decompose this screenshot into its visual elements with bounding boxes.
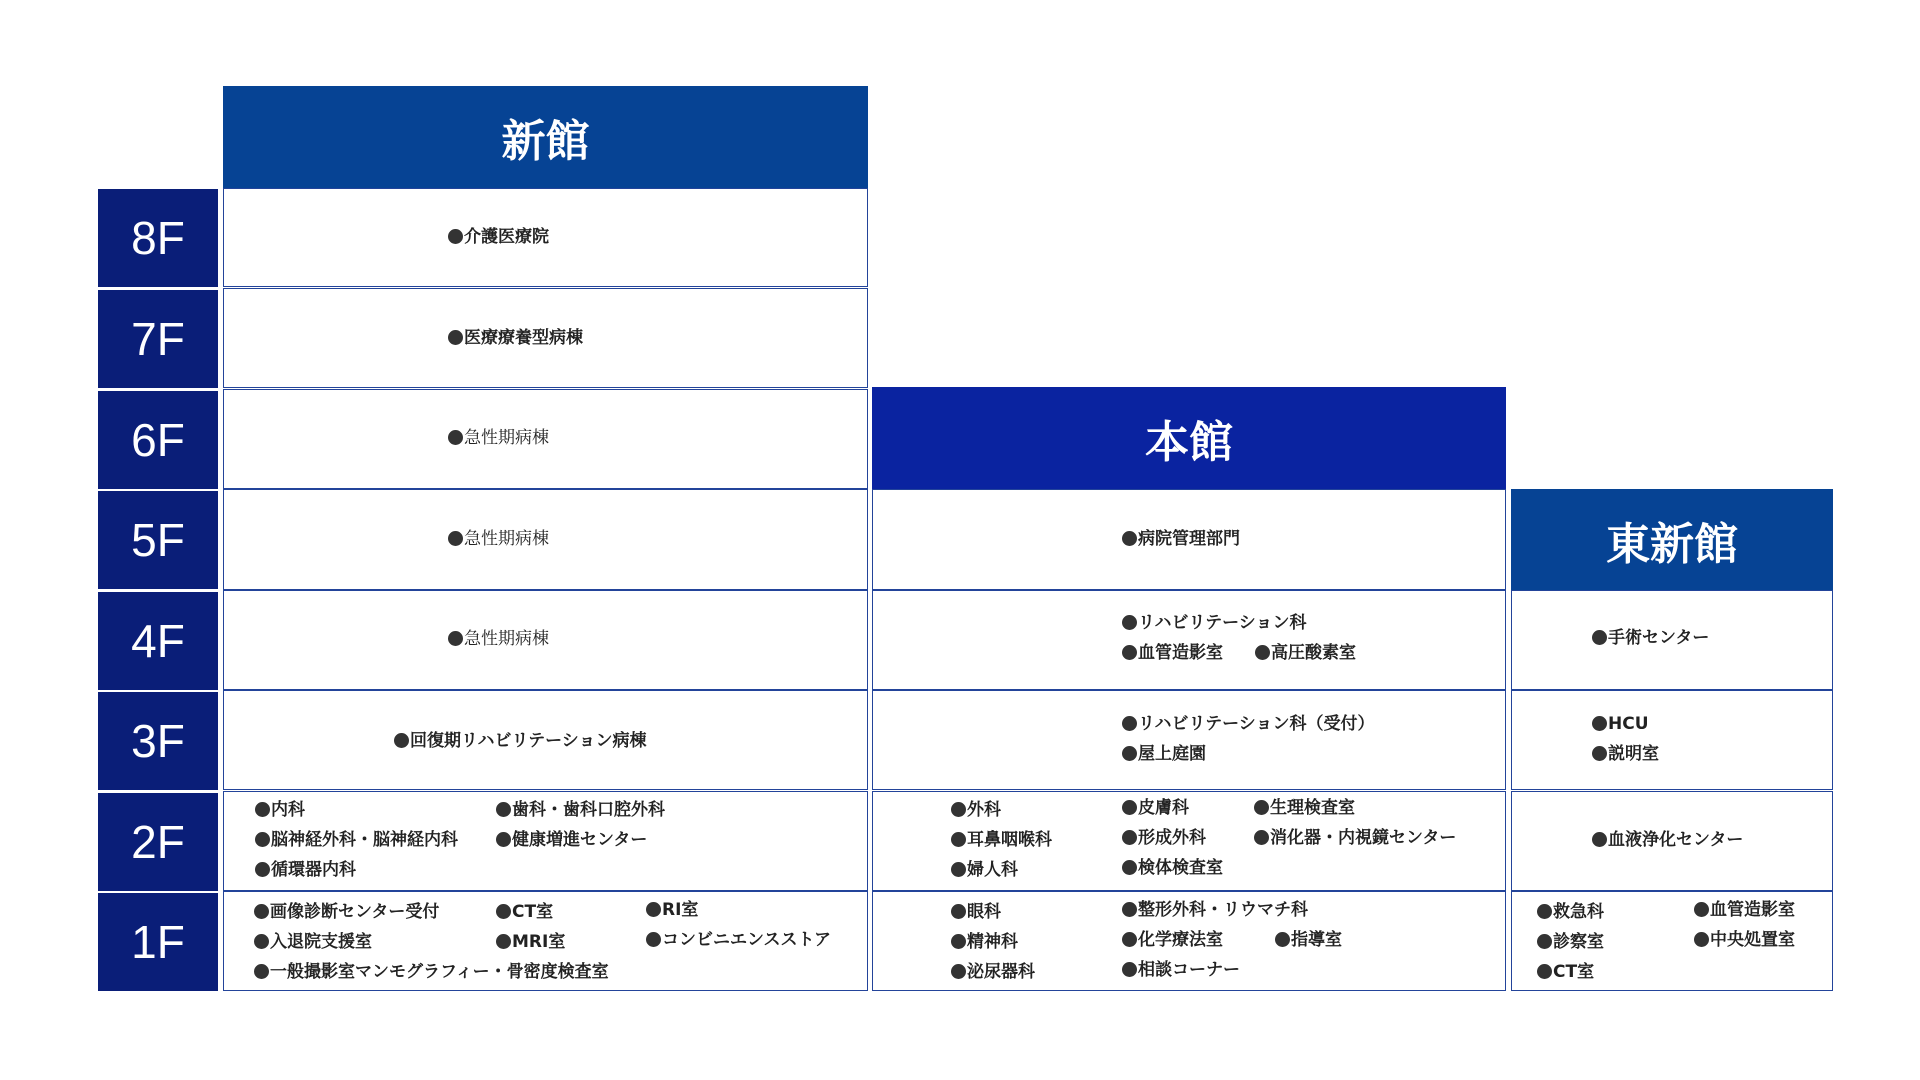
honkan-4F-cell	[872, 590, 1506, 690]
shinkan-header: 新館	[223, 86, 868, 188]
bullet-icon	[1122, 830, 1137, 845]
bullet-icon	[1255, 645, 1270, 660]
honkan-1F-item-7: 相談コーナー	[1122, 960, 1240, 980]
shinkan-1F-item-1: 画像診断センター受付	[254, 902, 439, 922]
shinkan-1F-item-7: 一般撮影室マンモグラフィー・骨密度検査室	[254, 962, 609, 982]
bullet-icon	[1122, 615, 1137, 630]
shinkan-2F-item-1: 内科	[255, 800, 305, 820]
bullet-icon	[254, 934, 269, 949]
shinkan-6F-item: 急性期病棟	[448, 428, 549, 448]
honkan-2F-item-3: 生理検査室	[1254, 798, 1355, 818]
honkan-2F-item-1: 外科	[951, 800, 1001, 820]
bullet-icon	[951, 934, 966, 949]
bullet-icon	[496, 934, 511, 949]
bullet-icon	[448, 631, 463, 646]
bullet-icon	[448, 531, 463, 546]
shinkan-1F-item-6: コンビニエンスストア	[646, 930, 831, 950]
bullet-icon	[1122, 645, 1137, 660]
bullet-icon	[951, 904, 966, 919]
honkan-1F-cell	[872, 891, 1506, 991]
higashi-4F-cell	[1511, 590, 1833, 690]
bullet-icon	[1592, 832, 1607, 847]
bullet-icon	[1275, 932, 1290, 947]
shinkan-1F-item-5: MRI室	[496, 932, 565, 952]
bullet-icon	[1592, 716, 1607, 731]
higashi-header: 東新館	[1511, 489, 1833, 590]
bullet-icon	[1592, 746, 1607, 761]
bullet-icon	[951, 862, 966, 877]
shinkan-2F-item-2: 歯科・歯科口腔外科	[496, 800, 665, 820]
shinkan-1F-item-2: CT室	[496, 902, 553, 922]
bullet-icon	[448, 430, 463, 445]
honkan-2F-cell	[872, 791, 1506, 891]
bullet-icon	[255, 802, 270, 817]
higashi-3F-item-2: 説明室	[1592, 744, 1659, 764]
bullet-icon	[1122, 962, 1137, 977]
floor-label-5F: 5F	[98, 491, 218, 589]
honkan-5F-cell	[872, 489, 1506, 590]
shinkan-4F-cell	[223, 590, 868, 690]
shinkan-6F-cell	[223, 389, 868, 489]
honkan-2F-item-6: 消化器・内視鏡センター	[1254, 828, 1456, 848]
bullet-icon	[1537, 934, 1552, 949]
higashi-4F-item: 手術センター	[1592, 628, 1709, 648]
bullet-icon	[1537, 964, 1552, 979]
bullet-icon	[1122, 746, 1137, 761]
floor-label-1F: 1F	[98, 893, 218, 991]
bullet-icon	[255, 832, 270, 847]
bullet-icon	[496, 832, 511, 847]
honkan-3F-item-2: 屋上庭園	[1122, 744, 1206, 764]
floor-label-7F: 7F	[98, 290, 218, 388]
honkan-2F-item-8: 検体検査室	[1122, 858, 1223, 878]
higashi-1F-item-1: 救急科	[1537, 902, 1604, 922]
bullet-icon	[1122, 531, 1137, 546]
shinkan-3F-cell	[223, 690, 868, 790]
honkan-2F-item-5: 形成外科	[1122, 828, 1206, 848]
bullet-icon	[496, 802, 511, 817]
shinkan-5F-item: 急性期病棟	[448, 529, 549, 549]
bullet-icon	[1694, 902, 1709, 917]
honkan-2F-item-2: 皮膚科	[1122, 798, 1189, 818]
honkan-3F-cell	[872, 690, 1506, 790]
honkan-1F-item-1: 眼科	[951, 902, 1001, 922]
shinkan-5F-cell	[223, 489, 868, 590]
honkan-2F-item-7: 婦人科	[951, 860, 1018, 880]
shinkan-7F-item: 医療療養型病棟	[448, 328, 583, 348]
honkan-1F-item-6: 泌尿器科	[951, 962, 1035, 982]
bullet-icon	[951, 802, 966, 817]
bullet-icon	[951, 964, 966, 979]
higashi-2F-cell	[1511, 791, 1833, 891]
shinkan-3F-item: 回復期リハビリテーション病棟	[394, 731, 646, 751]
shinkan-2F-item-5: 循環器内科	[255, 860, 356, 880]
bullet-icon	[1592, 630, 1607, 645]
bullet-icon	[255, 862, 270, 877]
floor-label-8F: 8F	[98, 189, 218, 287]
shinkan-7F-cell	[223, 288, 868, 388]
shinkan-1F-item-4: 入退院支援室	[254, 932, 372, 952]
bullet-icon	[951, 832, 966, 847]
bullet-icon	[1537, 904, 1552, 919]
honkan-1F-item-5: 指導室	[1275, 930, 1342, 950]
honkan-2F-item-4: 耳鼻咽喉科	[951, 830, 1052, 850]
bullet-icon	[394, 733, 409, 748]
bullet-icon	[1254, 830, 1269, 845]
bullet-icon	[496, 904, 511, 919]
bullet-icon	[1122, 902, 1137, 917]
higashi-2F-item: 血液浄化センター	[1592, 830, 1743, 850]
floor-label-6F: 6F	[98, 391, 218, 489]
bullet-icon	[1122, 716, 1137, 731]
shinkan-1F-item-3: RI室	[646, 900, 698, 920]
honkan-4F-item-2: 血管造影室	[1122, 643, 1223, 663]
higashi-1F-item-3: 診察室	[1537, 932, 1604, 952]
bullet-icon	[1122, 932, 1137, 947]
shinkan-1F-cell	[223, 891, 868, 991]
shinkan-2F-item-3: 脳神経外科・脳神経内科	[255, 830, 458, 850]
shinkan-8F-cell	[223, 188, 868, 287]
bullet-icon	[646, 902, 661, 917]
shinkan-2F-item-4: 健康増進センター	[496, 830, 647, 850]
higashi-1F-item-2: 血管造影室	[1694, 900, 1795, 920]
honkan-4F-item-3: 高圧酸素室	[1255, 643, 1356, 663]
higashi-1F-item-4: 中央処置室	[1694, 930, 1795, 950]
shinkan-8F-item: 介護医療院	[448, 227, 549, 247]
bullet-icon	[1122, 860, 1137, 875]
honkan-3F-item-1: リハビリテーション科（受付）	[1122, 714, 1374, 734]
bullet-icon	[1122, 800, 1137, 815]
higashi-1F-cell	[1511, 891, 1833, 991]
honkan-4F-item-1: リハビリテーション科	[1122, 613, 1306, 633]
floor-label-2F: 2F	[98, 793, 218, 891]
bullet-icon	[448, 229, 463, 244]
floor-label-3F: 3F	[98, 692, 218, 790]
higashi-3F-item-1: HCU	[1592, 714, 1649, 734]
higashi-1F-item-5: CT室	[1537, 962, 1594, 982]
higashi-3F-cell	[1511, 690, 1833, 790]
shinkan-2F-cell	[223, 791, 868, 891]
honkan-5F-item: 病院管理部門	[1122, 529, 1240, 549]
shinkan-4F-item: 急性期病棟	[448, 629, 549, 649]
honkan-1F-item-4: 化学療法室	[1122, 930, 1223, 950]
floor-label-4F: 4F	[98, 592, 218, 690]
bullet-icon	[646, 932, 661, 947]
bullet-icon	[254, 904, 269, 919]
bullet-icon	[1254, 800, 1269, 815]
honkan-1F-item-2: 整形外科・リウマチ科	[1122, 900, 1308, 920]
bullet-icon	[1694, 932, 1709, 947]
honkan-1F-item-3: 精神科	[951, 932, 1018, 952]
bullet-icon	[448, 330, 463, 345]
honkan-header: 本館	[872, 387, 1506, 489]
bullet-icon	[254, 964, 269, 979]
